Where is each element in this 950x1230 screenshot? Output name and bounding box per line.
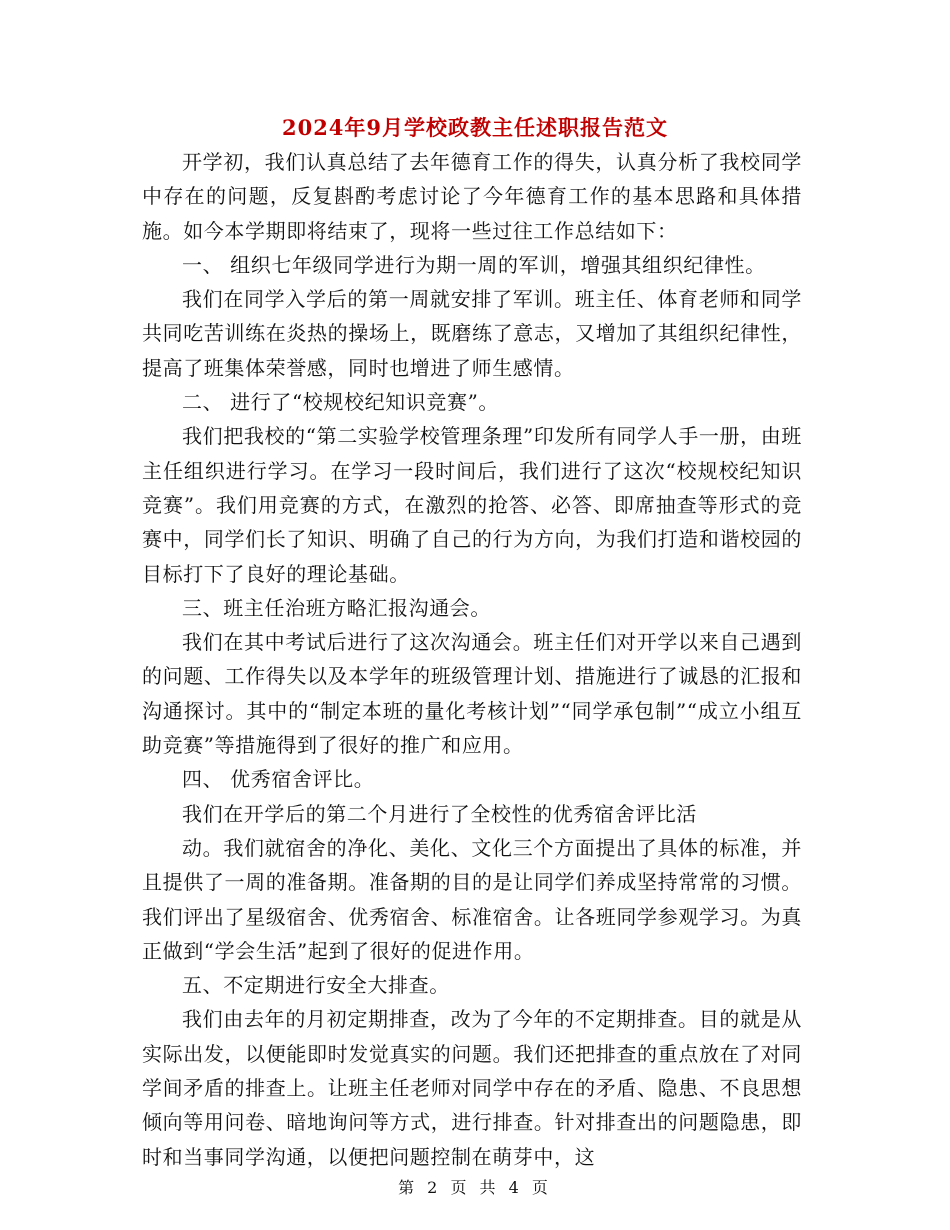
paragraph-1: 我们在同学入学后的第一周就安排了军训。班主任、体育老师和同学共同吃苦训练在炎热的操场上，既磨练了意志，又增加了其组织纪律性，提高了班集体荣誉感，同时也增进了师生感情。 xyxy=(142,287,802,380)
paragraph-2: 我们把我校的“第二实验学校管理条理”印发所有同学人手一册，由班主任组织进行学习。在学习一段时间后，我们进行了这次“校规校纪知识竞赛”。我们用竞赛的方式，在激烈的抢答、必答、即席抽查等形式的竞赛中，同学们长了知识、明确了自己的行为方向，为我们打造和谐校园的目标打下了良好的理论基础。 xyxy=(142,424,802,586)
section-heading-3: 三、班主任治班方略汇报沟通会。 xyxy=(182,595,491,620)
paragraph-4b: 动。我们就宿舍的净化、美化、文化三个方面提出了具体的标准，并且提供了一周的准备期。准备期的目的是让同学们养成坚持常常的习惯。我们评出了星级宿舍、优秀宿舍、标准宿舍。让各班同学参观学习。为真正做到“学会生活”起到了很好的促进作用。 xyxy=(142,835,802,963)
section-heading-2: 二、 进行了“校规校纪知识竞赛”。 xyxy=(182,390,500,415)
section-heading-1: 一、 组织七年级同学进行为期一周的军训，增强其组织纪律性。 xyxy=(182,252,766,277)
paragraph-4a: 我们在开学后的第二个月进行了全校性的优秀宿舍评比活 xyxy=(182,801,697,826)
section-heading-4: 四、 优秀宿舍评比。 xyxy=(182,767,375,792)
paragraph-3: 我们在其中考试后进行了这次沟通会。班主任们对开学以来自己遇到的问题、工作得失以及本学年的班级管理计划、措施进行了诚恳的汇报和沟通探讨。其中的“制定本班的量化考核计划”“同学承包制”“成立小组互助竞赛”等措施得到了很好的推广和应用。 xyxy=(142,630,802,758)
paragraph-intro: 开学初，我们认真总结了去年德育工作的得失，认真分析了我校同学中存在的问题，反复斟酌考虑讨论了今年德育工作的基本思路和具体措施。如今本学期即将结束了，现将一些过往工作总结如下： xyxy=(142,150,802,243)
page-footer: 第 2 页 共 4 页 xyxy=(398,1178,552,1197)
document-title: 2024年9月学校政教主任述职报告范文 xyxy=(281,115,669,140)
paragraph-5: 我们由去年的月初定期排查，改为了今年的不定期排查。目的就是从实际出发，以便能即时发觉真实的问题。我们还把排查的重点放在了对同学间矛盾的排查上。让班主任老师对同学中存在的矛盾、隐患、不良思想倾向等用问卷、暗地询问等方式，进行排查。针对排查出的问题隐患，即时和当事同学沟通，以便把问题控制在萌芽中，这 xyxy=(142,1007,802,1169)
document-body xyxy=(142,145,802,1174)
section-heading-5: 五、不定期进行安全大排查。 xyxy=(182,973,450,998)
